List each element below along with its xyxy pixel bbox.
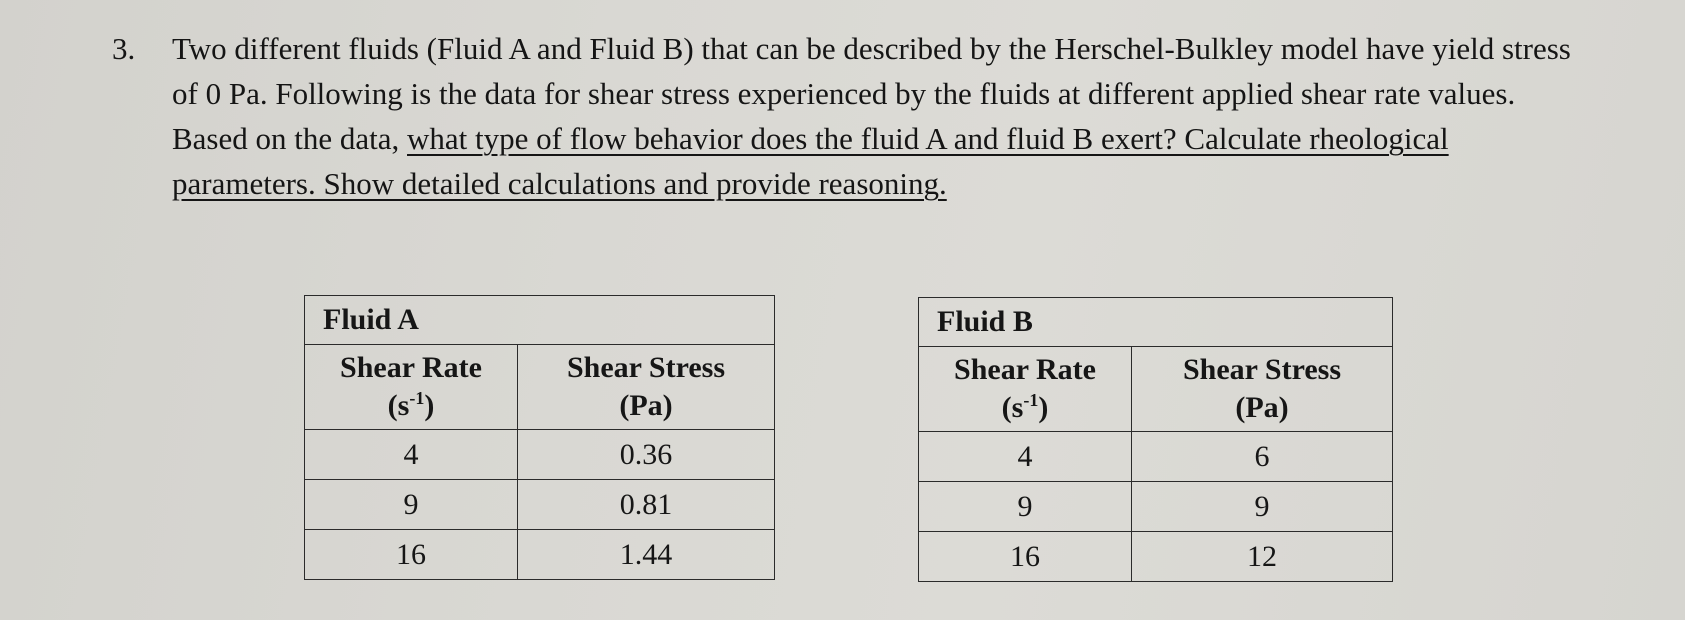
fluid-a-stress-cell: 0.36 <box>518 430 775 480</box>
fluid-b-shear-rate-header <box>919 347 1132 432</box>
fluid-a-shear-rate-unit: $(s^{-1})$ <box>387 388 435 422</box>
fluid-a-shear-stress-label: Shear Stress <box>566 351 726 384</box>
table-row <box>919 532 1393 582</box>
fluid-b-table <box>918 297 1393 582</box>
fluid-b-shear-stress-header <box>1132 347 1393 432</box>
fluid-a-table <box>304 295 775 580</box>
fluid-a-stress-cell: 0.81 <box>518 480 775 530</box>
fluid-a-rate-cell: 9 <box>305 480 518 530</box>
table-row <box>919 482 1393 532</box>
fluid-b-shear-rate-label: Shear Rate <box>954 353 1096 386</box>
fluid-b-rate-cell: 16 <box>919 532 1132 582</box>
fluid-a-shear-stress-header <box>518 345 775 430</box>
fluid-a-shear-rate-label: Shear Rate <box>340 351 482 384</box>
table-row <box>919 432 1393 482</box>
fluid-a-rate-cell: 4 <box>305 430 518 480</box>
table-row <box>305 480 775 530</box>
question-number: 3. <box>112 31 136 66</box>
fluid-b-stress-cell: 6 <box>1132 432 1393 482</box>
fluid-a-title: Fluid A <box>305 296 775 345</box>
fluid-b-rate-cell: 4 <box>919 432 1132 482</box>
fluid-a-rate-cell: 16 <box>305 530 518 580</box>
fluid-b-title: Fluid B <box>919 298 1393 347</box>
fluid-b-shear-stress-label: Shear Stress <box>1182 353 1342 386</box>
table-row <box>305 430 775 480</box>
fluid-b-shear-rate-unit: $(s^{-1})$ <box>1001 390 1049 424</box>
fluid-a-shear-stress-unit: (Pa) <box>619 389 673 422</box>
fluid-b-rate-cell: 9 <box>919 482 1132 532</box>
fluid-b-stress-cell: 12 <box>1132 532 1393 582</box>
fluid-b-stress-cell: 9 <box>1132 482 1393 532</box>
fluid-a-shear-rate-header <box>305 345 518 430</box>
fluid-b-shear-stress-unit: (Pa) <box>1235 391 1289 424</box>
question-text-plain: Two different fluids (Fluid A and Fluid B) that can be described by the Herschel-Bulkley model have yield stress of 0 Pa. Following is the data for shear stress experienced by the fluids at different applied shear rate values. Based on the data, <box>172 31 1571 156</box>
fluid-a-stress-cell: 1.44 <box>518 530 775 580</box>
question-text-underlined: what type of flow behavior does the fluid A and fluid B exert? Calculate rheological parameters. Show detailed calculations and provide reasoning. <box>172 121 1449 201</box>
question <box>112 26 1592 206</box>
table-row <box>305 530 775 580</box>
question-text <box>172 26 1592 206</box>
